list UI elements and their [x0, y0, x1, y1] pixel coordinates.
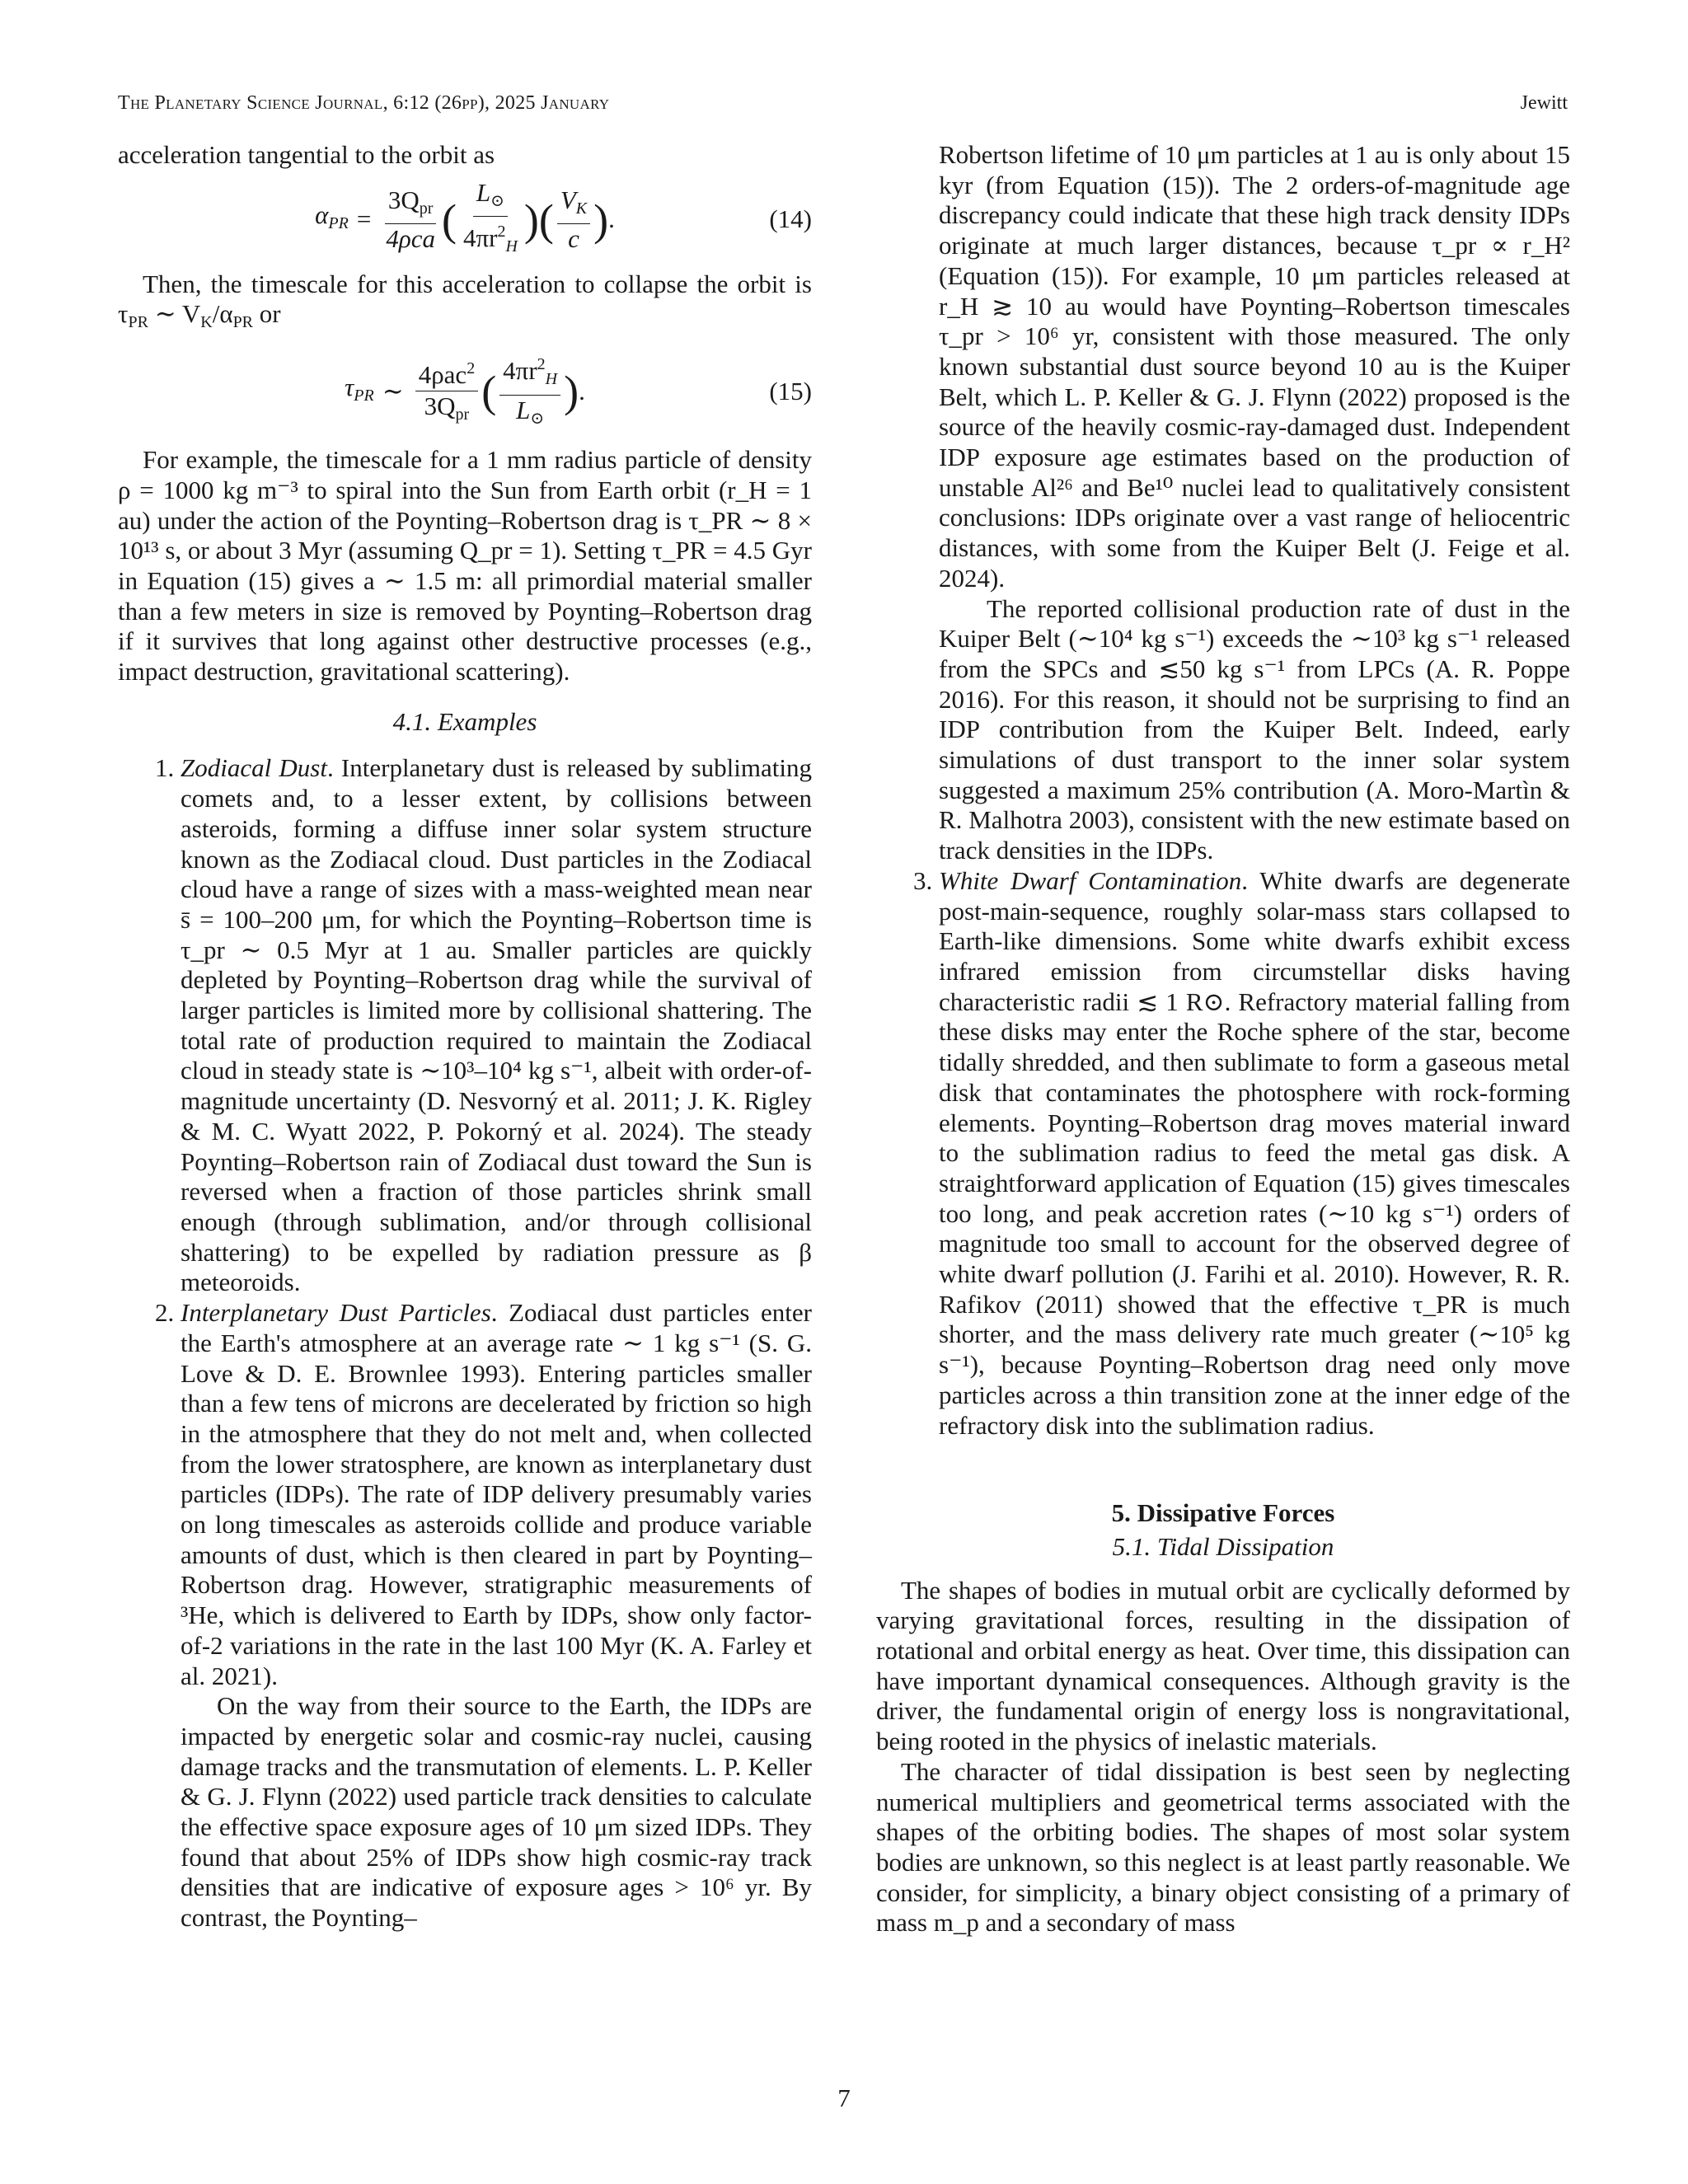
- tidal-paragraph-1: The shapes of bodies in mutual orbit are cyclically deformed by varying gravitational forces, resulting in the dissipation of rotational and orbital energy as heat. Over time, this dissipation can have important dynamical consequences. Although gravity is the driver, the fundamental origin of energy loss is nongravitational, being rooted in the physics of inelastic materials.: [876, 1575, 1570, 1756]
- list-item-zodiacal-dust: 1. Zodiacal Dust. Interplanetary dust is released by sublimating comets and, to a lesser extent, by collisions between asteroids, forming a diffuse inner solar system structure known as the Zodiacal cloud. Dust particles in the Zodiacal cloud have a range of sizes with a mass-weighted mean near s̄ = 100–200 μm, for which the Poynting–Robertson time is τ_pr ∼ 0.5 Myr at 1 au. Smaller particles are quickly depleted by Poynting–Robertson drag while the survival of larger particles is limited more by collisional shattering. The total rate of production required to maintain the Zodiacal cloud in steady state is ∼10³–10⁴ kg s⁻¹, albeit with order-of-magnitude uncertainty (D. Nesvorný et al. 2011; J. K. Rigley & M. C. Wyatt 2022, P. Pokorný et al. 2024). The steady Poynting–Robertson rain of Zodiacal dust toward the Sun is reversed when a fraction of those particles shrink small enough (through sublimation, and/or through collisional shattering) to be expelled by radiation pressure as β meteoroids.: [181, 753, 812, 1298]
- right-column: [876, 140, 1570, 1938]
- running-header-author: Jewitt: [1520, 92, 1568, 114]
- equation-14: $\alpha_{PR}$ = $\frac{3Q_{pr}}{\text{4ρca}}$ ( $\frac{L_⊙}{4\pi r^2_H}$ )( $\frac{V_K}{c}$ ) . (14): [315, 177, 812, 256]
- running-header-journal: The Planetary Science Journal, 6:12 (26pp), 2025 January: [118, 92, 610, 114]
- left-column: [118, 140, 812, 1933]
- examples-list: [118, 753, 812, 1933]
- section-5-heading: 5. Dissipative Forces: [1111, 1498, 1335, 1528]
- kuiper-belt-paragraph: The reported collisional production rate of dust in the Kuiper Belt (∼10⁴ kg s⁻¹) exceeds the ∼10³ kg s⁻¹ released from the SPCs and ≲50 kg s⁻¹ from LPCs (A. R. Poppe 2016). For this reason, it should not be surprising to find an IDP contribution from the Kuiper Belt. Indeed, early simulations of dust transport to the inner solar system suggested a maximum 25% contribution (A. Moro-Martìn & R. Malhotra 2003), consistent with the new estimate based on track densities in the IDPs.: [939, 593, 1570, 865]
- equation-number-15: (15): [769, 376, 812, 405]
- examples-list-continued: [876, 866, 1570, 1441]
- example-paragraph: For example, the timescale for a 1 mm radius particle of density ρ = 1000 kg m⁻³ to spiral into the Sun from Earth orbit (r_H = 1 au) under the action of the Poynting–Robertson drag is τ_PR ∼ 8 × 10¹³ s, or about 3 Myr (assuming Q_pr = 1). Setting τ_PR = 4.5 Gyr in Equation (15) gives a ∼ 1.5 m: all primordial material smaller than a few meters in size is removed by Poynting–Robertson drag if it survives that long against other destructive processes (e.g., impact destruction, gravitational scattering).: [118, 445, 812, 687]
- page-number: 7: [837, 2083, 851, 2112]
- equation-15: $\tau_{PR}$ ∼ $\frac{4\rho ac^2}{3Q_{pr}}$ ( $\frac{4\pi r^2_H}{L_⊙}$ ) . (15): [118, 346, 812, 437]
- equation-number-14: (14): [769, 204, 812, 234]
- intro-text: acceleration tangential to the orbit as: [118, 140, 495, 169]
- tidal-paragraph-2: The character of tidal dissipation is best seen by neglecting numerical multipliers and geometrical terms associated with the shapes of the orbiting bodies. The shapes of most solar system bodies are unknown, so this neglect is at least partly reasonable. We consider, for simplicity, a binary object consisting of a primary of mass m_p and a secondary of mass: [876, 1756, 1570, 1938]
- idp-continued-paragraph: Robertson lifetime of 10 μm particles at 1 au is only about 15 kyr (from Equation (15)). The 2 orders-of-magnitude age discrepancy could indicate that these high track density IDPs originate at much larger distances, because τ_pr ∝ r_H² (Equation (15)). For example, 10 μm particles released at r_H ≳ 10 au would have Poynting–Robertson timescales τ_pr > 10⁶ yr, consistent with those measured. The only known substantial dust source beyond 10 au is the Kuiper Belt, which L. P. Keller & G. J. Flynn (2022) proposed is the source of the heavily cosmic-ray-damaged dust. Independent IDP exposure age estimates based on the production of unstable Al²⁶ and Be¹⁰ nuclei lead to qualitatively consistent conclusions: IDPs originate over a vast range of heliocentric distances, with some from the Kuiper Belt (J. Feige et al. 2024).: [939, 140, 1570, 593]
- idp-paragraph-2: On the way from their source to the Earth, the IDPs are impacted by energetic solar and cosmic-ray nuclei, causing damage tracks and the transmutation of elements. L. P. Keller & G. J. Flynn (2022) used particle track densities to calculate the effective space exposure ages of 10 μm sized IDPs. They found that about 25% of IDPs show high cosmic-ray track densities that are indicative of exposure ages > 10⁶ yr. By contrast, the Poynting–: [181, 1691, 812, 1933]
- list-item-idp: 2. Interplanetary Dust Particles. Zodiacal dust particles enter the Earth's atmosphere at an average rate ∼ 1 kg s⁻¹ (S. G. Love & D. E. Brownlee 1993). Entering particles smaller than a few tens of microns are decelerated by friction so high in the atmosphere that they do not melt and, when collected from the lower stratosphere, are known as interplanetary dust particles (IDPs). The rate of IDP delivery presumably varies on long timescales as asteroids collide and produce variable amounts of dust, which is then cleared in part by Poynting–Robertson drag. However, stratigraphic measurements of ³He, which is delivered to Earth by IDPs, show only factor-of-2 variations in the rate in the last 100 Myr (K. A. Farley et al. 2021). On the way from their source to the Earth, the IDPs are impacted by energetic solar and cosmic-ray nuclei, causing damage tracks and the transmutation of elements. L. P. Keller & G. J. Flynn (2022) used particle track densities to calculate the effective space exposure ages of 10 μm sized IDPs. They found that about 25% of IDPs show high cosmic-ray track densities that are indicative of exposure ages > 10⁶ yr. By contrast, the Poynting–: [181, 1298, 812, 1933]
- section-5-1-heading: 5.1. Tidal Dissipation: [1112, 1531, 1334, 1561]
- list-item-white-dwarf: 3. White Dwarf Contamination. White dwarfs are degenerate post-main-sequence, roughly solar-mass stars collapsed to Earth-like dimensions. Some white dwarfs exhibit excess infrared emission from circumstellar disks having characteristic radii ≲ 1 R⊙. Refractory material falling from these disks may enter the Roche sphere of the star, become tidally shredded, and then sublimate to form a gaseous metal disk that contaminates the photosphere with rock-forming elements. Poynting–Robertson drag moves material inward to the sublimation radius to feed the metal gas disk. A straightforward application of Equation (15) gives timescales too long, and peak accretion rates (∼10 kg s⁻¹) orders of magnitude too small to account for the observed degree of white dwarf pollution (J. Farihi et al. 2010). However, R. R. Rafikov (2011) showed that the effective τ_PR is much shorter, and the mass delivery rate much greater (∼10⁵ kg s⁻¹), because Poynting–Robertson drag need only move particles across a thin transition zone at the inner edge of the refractory disk into the sublimation radius.: [939, 866, 1570, 1441]
- timescale-paragraph: Then, the timescale for this acceleration to collapse the orbit is $\tau_{PR}$ ∼ $V_K/\alpha_{PR}$ or: [118, 269, 812, 332]
- section-4-1-heading: 4.1. Examples: [392, 706, 537, 736]
